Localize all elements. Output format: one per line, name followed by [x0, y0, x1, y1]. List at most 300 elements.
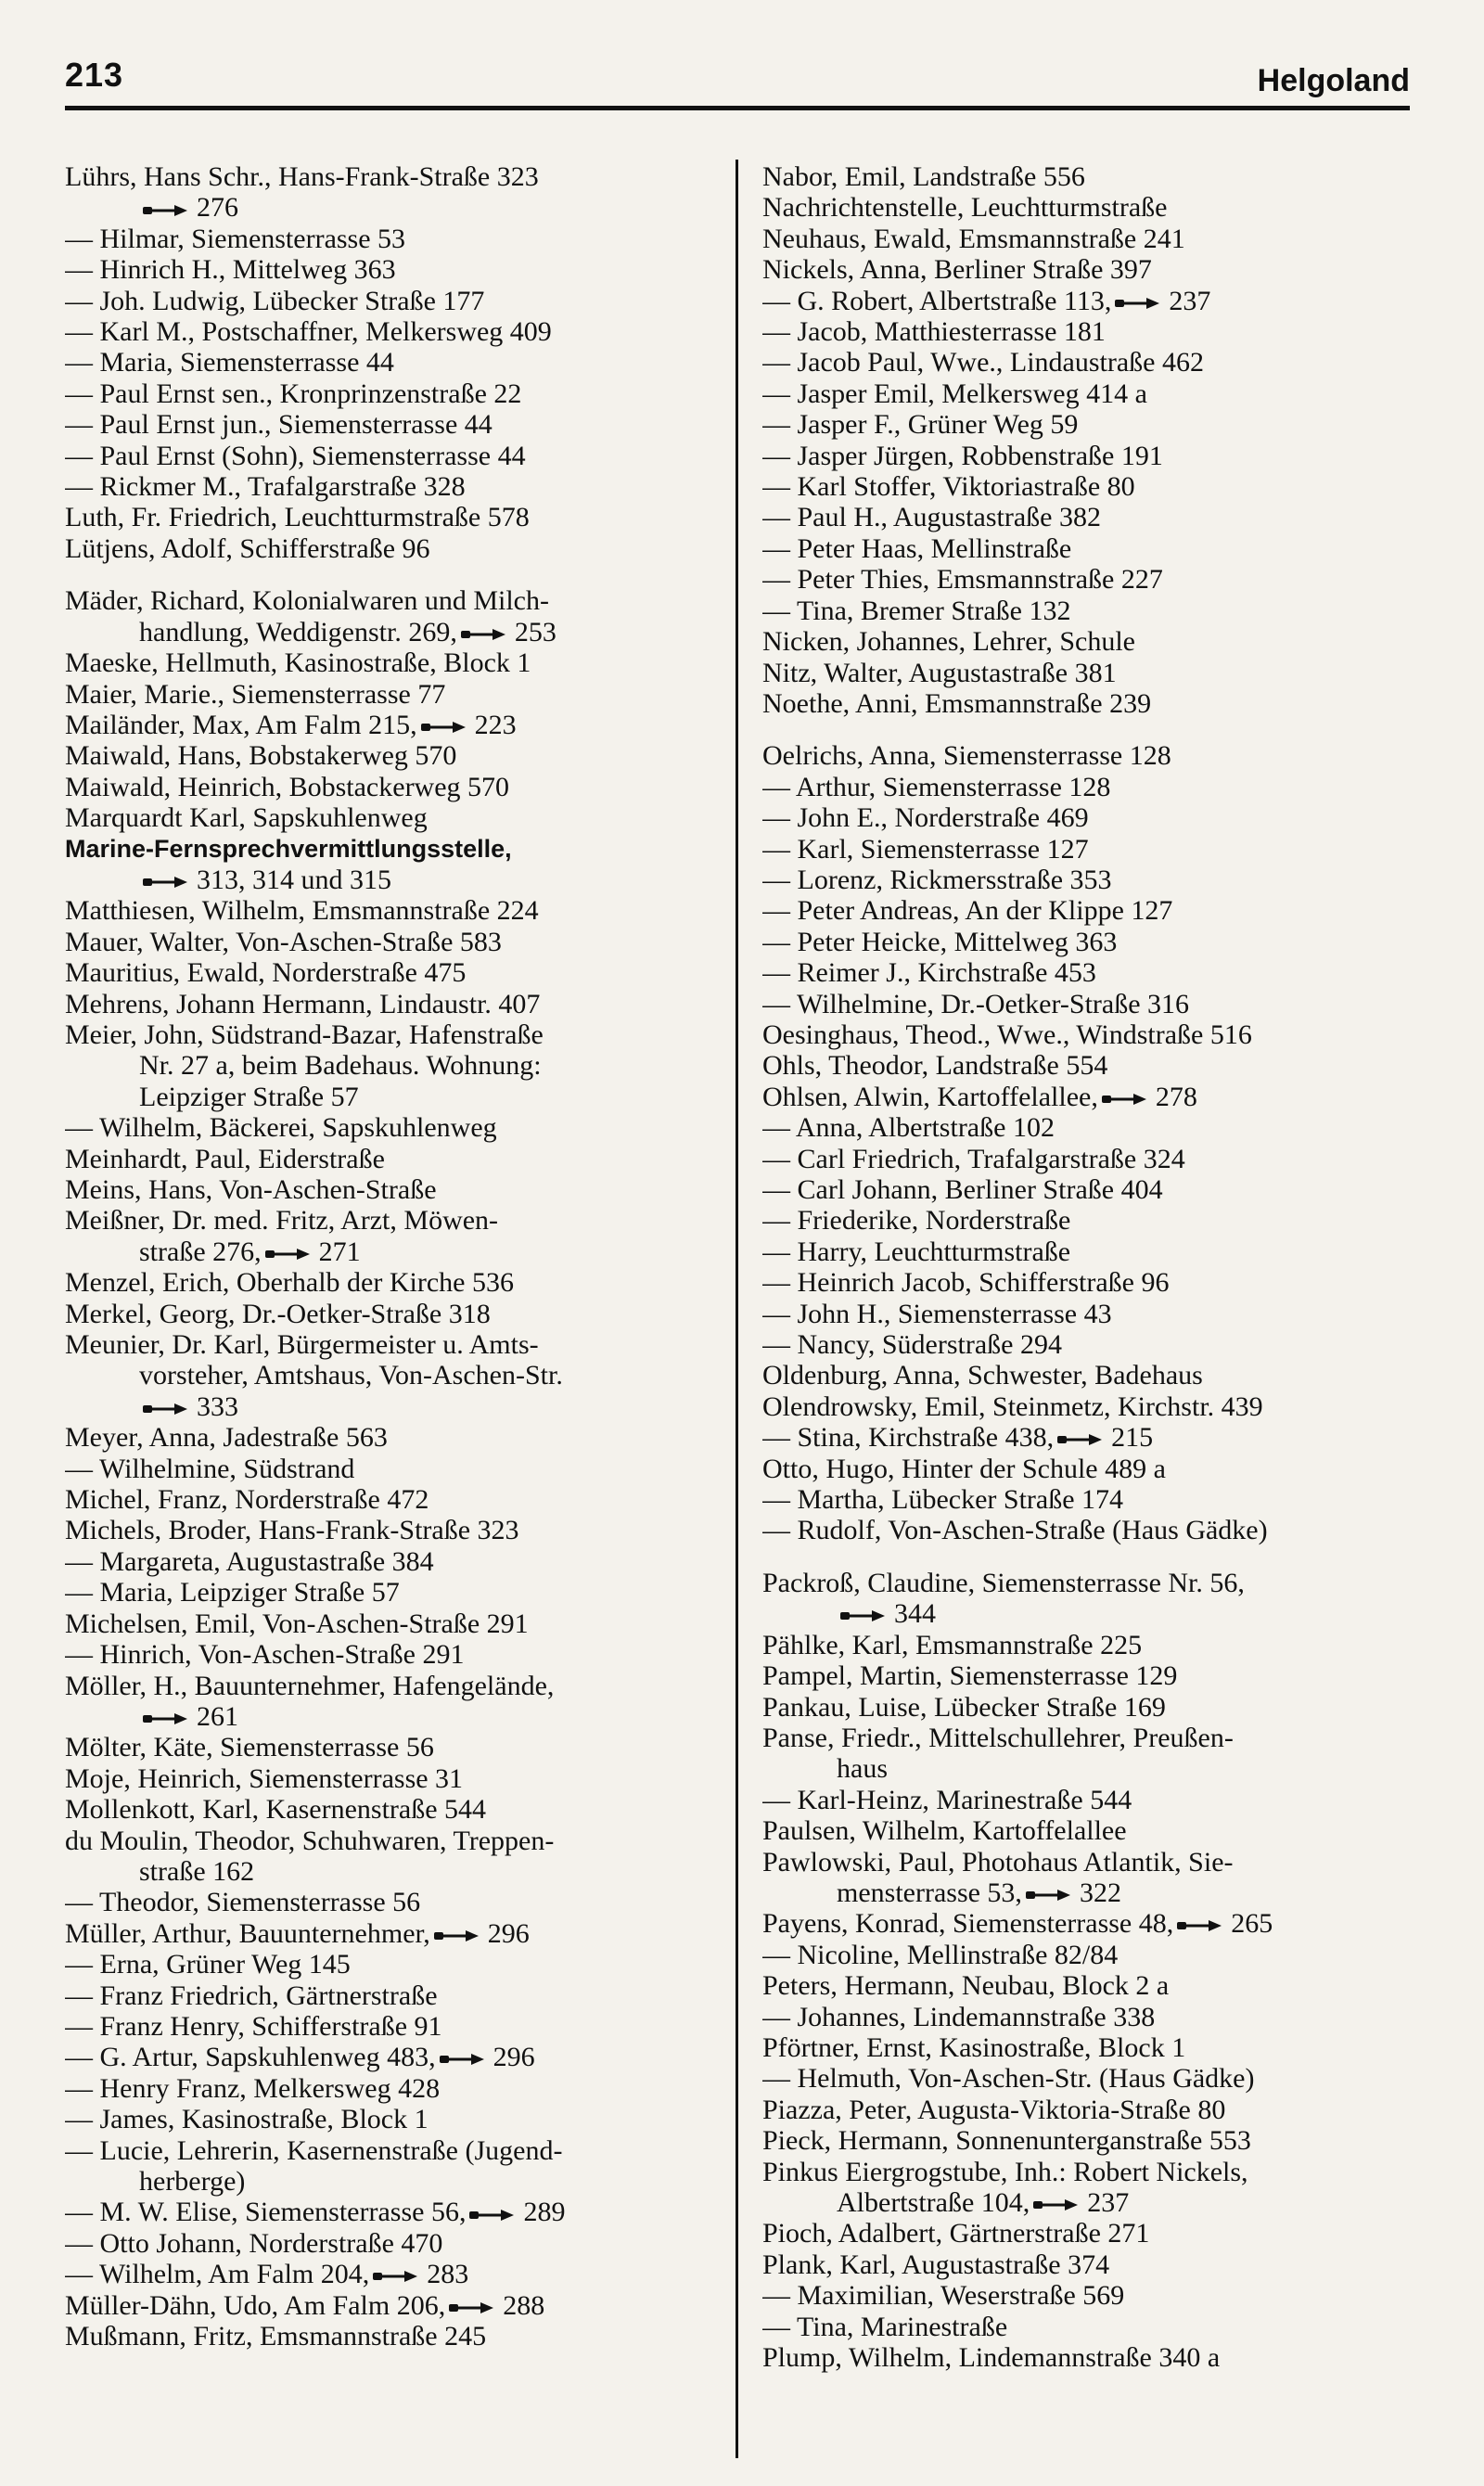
entry-text: — Harry, Leuchtturmstraße	[762, 1236, 1071, 1267]
entry-text: — Nicoline, Mellinstraße 82/84	[762, 1939, 1119, 1970]
telephone-symbol-icon	[1057, 1432, 1104, 1447]
directory-entry	[65, 1577, 719, 1608]
entry-continuation	[65, 2166, 719, 2197]
entry-text: — Maria, Leipziger Straße 57	[65, 1577, 400, 1608]
directory-entry	[762, 1391, 1415, 1422]
entry-text: — G. Robert, Albertstraße 113,	[762, 285, 1112, 316]
telephone-symbol-icon	[143, 1402, 189, 1416]
entry-text: Neuhaus, Ewald, Emsmannstraße 241	[762, 223, 1185, 254]
entry-text: Nr. 27 a, beim Badehaus. Wohnung:	[139, 1050, 542, 1082]
directory-entry	[65, 1267, 719, 1298]
directory-entry	[762, 596, 1415, 626]
directory-entry	[65, 2259, 719, 2289]
entry-text: Ohls, Theodor, Landstraße 554	[762, 1050, 1108, 1082]
directory-entry	[65, 1732, 719, 1762]
entry-text: — Carl Johann, Berliner Straße 404	[762, 1174, 1163, 1205]
directory-entry	[762, 1019, 1415, 1050]
directory-entry	[762, 1360, 1415, 1390]
entry-text: — Reimer J., Kirchstraße 453	[762, 957, 1096, 989]
entry-text: Marine-Fernsprechvermittlungsstelle,	[65, 834, 512, 863]
entry-text: — Tina, Marinestraße	[762, 2311, 1008, 2342]
phone-number: 278	[1155, 1081, 1197, 1112]
entry-text: Pförtner, Ernst, Kasinostraße, Block 1	[762, 2031, 1186, 2063]
entry-text: Müller, Arthur, Bauunternehmer,	[65, 1917, 430, 1949]
phone-number: 253	[514, 616, 556, 647]
directory-entry	[65, 1144, 719, 1174]
entry-text: Michel, Franz, Norderstraße 472	[65, 1484, 429, 1516]
telephone-symbol-icon	[143, 875, 189, 890]
telephone-symbol-icon	[449, 2300, 495, 2315]
phone-number: 289	[523, 2197, 566, 2228]
entry-text: — Jacob Paul, Wwe., Lindaustraße 462	[762, 347, 1205, 378]
entry-text: Pinkus Eiergrogstube, Inh.: Robert Nickels,	[762, 2156, 1248, 2187]
directory-entry	[762, 626, 1415, 657]
directory-entry	[762, 1237, 1415, 1267]
entry-text: Pawlowski, Paul, Photohaus Atlantik, Sie-	[762, 1846, 1234, 1877]
entry-continuation	[762, 1753, 1415, 1784]
directory-entry	[65, 710, 719, 740]
entry-text: — Karl Stoffer, Viktoriastraße 80	[762, 471, 1135, 503]
running-head: Helgoland	[1257, 63, 1410, 98]
directory-entry	[762, 1299, 1415, 1329]
telephone-symbol-icon	[1026, 1888, 1072, 1903]
phone-number: 261	[197, 1700, 238, 1732]
entry-text: Olendrowsky, Emil, Steinmetz, Kirchstr. 439	[762, 1390, 1263, 1422]
directory-entry	[65, 1949, 719, 1980]
directory-entry	[65, 895, 719, 926]
entry-text: Maiwald, Heinrich, Bobstackerweg 570	[65, 771, 510, 802]
directory-entry	[65, 1887, 719, 1917]
directory-entry	[762, 1660, 1415, 1691]
directory-entry	[762, 1970, 1415, 2001]
directory-entry	[65, 2228, 719, 2259]
directory-entry	[762, 1847, 1415, 1877]
entry-text: — Lucie, Lehrerin, Kasernenstraße (Jugend-	[65, 2134, 563, 2166]
directory-entry	[762, 1454, 1415, 1484]
entry-text: — Helmuth, Von-Aschen-Str. (Haus Gädke)	[762, 2063, 1255, 2095]
entry-text: — Heinrich Jacob, Schifferstraße 96	[762, 1267, 1170, 1299]
directory-entry	[762, 471, 1415, 502]
directory-entry	[762, 2218, 1415, 2249]
entry-text: — Peter Thies, Emsmannstraße 227	[762, 564, 1163, 596]
entry-text: — Jasper F., Grüner Weg 59	[762, 409, 1079, 441]
directory-entry	[762, 224, 1415, 254]
entry-text: — Carl Friedrich, Trafalgarstraße 324	[762, 1143, 1185, 1174]
directory-entry	[762, 834, 1415, 865]
entry-text: straße 162	[139, 1855, 255, 1887]
phone-number: 271	[318, 1236, 361, 1267]
directory-entry	[65, 647, 719, 678]
directory-entry	[65, 1112, 719, 1143]
directory-entry	[65, 1329, 719, 1360]
entry-text: Packroß, Claudine, Siemensterrasse Nr. 56,	[762, 1567, 1245, 1598]
entry-text: — Jacob, Matthiesterrasse 181	[762, 316, 1106, 348]
entry-text: — Paul Ernst sen., Kronprinzenstraße 22	[65, 378, 522, 409]
entry-text: — Peter Heicke, Mittelweg 363	[762, 926, 1118, 957]
telephone-symbol-icon	[265, 1247, 312, 1262]
directory-entry	[762, 564, 1415, 595]
directory-column-right	[762, 161, 1415, 2480]
entry-text: Noethe, Anni, Emsmannstraße 239	[762, 687, 1152, 719]
directory-entry	[762, 1815, 1415, 1846]
entry-text: Mehrens, Johann Hermann, Lindaustr. 407	[65, 988, 541, 1019]
telephone-symbol-icon	[440, 2052, 486, 2067]
entry-continuation	[65, 1391, 719, 1422]
directory-entry	[65, 2104, 719, 2134]
directory-entry	[762, 192, 1415, 223]
directory-entry	[762, 316, 1415, 347]
directory-entry	[762, 2002, 1415, 2032]
entry-text: — Wilhelmine, Südstrand	[65, 1453, 355, 1484]
directory-entry	[762, 2032, 1415, 2063]
entry-text: Mailänder, Max, Am Falm 215,	[65, 709, 417, 740]
entry-text: mensterrasse 53,	[837, 1877, 1022, 1908]
entry-text: Maier, Marie., Siemensterrasse 77	[65, 678, 446, 710]
directory-entry	[65, 409, 719, 440]
entry-text: Maeske, Hellmuth, Kasinostraße, Block 1	[65, 647, 531, 679]
directory-entry	[762, 533, 1415, 564]
directory-entry	[65, 679, 719, 710]
directory-entry	[762, 1422, 1415, 1453]
entry-text: — Theodor, Siemensterrasse 56	[65, 1887, 421, 1918]
entry-text: — Peter Haas, Mellinstraße	[762, 532, 1072, 564]
entry-text: — Karl-Heinz, Marinestraße 544	[762, 1784, 1132, 1815]
directory-entry	[762, 1630, 1415, 1660]
directory-entry	[65, 927, 719, 957]
entries-left	[65, 161, 719, 2351]
entry-text: Plank, Karl, Augustastraße 374	[762, 2249, 1110, 2280]
phone-number: 288	[503, 2289, 545, 2321]
directory-entry	[65, 224, 719, 254]
entry-text: Möller, H., Bauunternehmer, Hafengelände,	[65, 1670, 555, 1701]
entry-text: Otto, Hugo, Hinter der Schule 489 a	[762, 1453, 1166, 1484]
entry-text: Nachrichtenstelle, Leuchtturmstraße	[762, 192, 1168, 224]
entry-continuation	[65, 865, 719, 895]
entry-text: Piazza, Peter, Augusta-Viktoria-Straße 80	[762, 2094, 1226, 2125]
entry-text: Nitz, Walter, Augustastraße 381	[762, 657, 1117, 688]
directory-entry	[65, 316, 719, 347]
phone-number: 237	[1169, 285, 1211, 316]
phone-number: 237	[1087, 2187, 1130, 2218]
directory-entry	[762, 2095, 1415, 2125]
entry-text: — Friederike, Norderstraße	[762, 1205, 1071, 1237]
entry-text: Nickels, Anna, Berliner Straße 397	[762, 254, 1152, 286]
directory-entry	[65, 1763, 719, 1794]
entry-text: Pioch, Adalbert, Gärtnerstraße 271	[762, 2218, 1150, 2249]
entry-text: straße 276,	[139, 1236, 262, 1267]
entry-continuation	[65, 1701, 719, 1732]
entry-text: Meins, Hans, Von-Aschen-Straße	[65, 1174, 437, 1205]
entry-continuation	[65, 1050, 719, 1081]
entry-text: Mauritius, Ewald, Norderstraße 475	[65, 957, 467, 989]
entry-text: Ohlsen, Alwin, Kartoffelallee,	[762, 1081, 1098, 1112]
entry-text: Oldenburg, Anna, Schwester, Badehaus	[762, 1360, 1203, 1391]
directory-entry	[762, 1785, 1415, 1815]
directory-entry	[762, 1329, 1415, 1360]
entry-continuation	[65, 617, 719, 647]
entry-text: — Margareta, Augustastraße 384	[65, 1545, 434, 1577]
entry-text: — Otto Johann, Norderstraße 470	[65, 2227, 443, 2259]
entry-text: Michels, Broder, Hans-Frank-Straße 323	[65, 1515, 519, 1546]
entry-text: Pankau, Luise, Lübecker Straße 169	[762, 1691, 1166, 1723]
entry-text: — Peter Andreas, An der Klippe 127	[762, 895, 1173, 927]
directory-entry	[762, 740, 1415, 771]
page-number: 213	[65, 56, 124, 94]
phone-number: 333	[197, 1390, 238, 1422]
directory-entry	[65, 533, 719, 564]
entry-text: Pählke, Karl, Emsmannstraße 225	[762, 1629, 1143, 1660]
telephone-symbol-icon	[143, 203, 189, 218]
entry-text: — Wilhelm, Bäckerei, Sapskuhlenweg	[65, 1112, 497, 1144]
header-rule	[65, 106, 1410, 110]
entry-text: Payens, Konrad, Siemensterrasse 48,	[762, 1908, 1174, 1940]
phone-number: 215	[1111, 1422, 1154, 1454]
directory-entry	[65, 834, 719, 865]
directory-entry	[65, 161, 719, 192]
entry-text: Maiwald, Hans, Bobstakerweg 570	[65, 740, 457, 772]
entry-text: Meißner, Dr. med. Fritz, Arzt, Möwen-	[65, 1205, 499, 1237]
directory-entry	[65, 1794, 719, 1825]
directory-entry	[762, 1082, 1415, 1112]
directory-entry	[762, 865, 1415, 895]
entry-continuation	[762, 2187, 1415, 2218]
entry-text: — Henry Franz, Melkersweg 428	[65, 2072, 441, 2104]
directory-entry	[762, 927, 1415, 957]
directory-entry	[762, 409, 1415, 440]
directory-entry	[65, 1515, 719, 1545]
directory-entry	[762, 989, 1415, 1019]
directory-entry	[762, 502, 1415, 532]
entry-text: — John E., Norderstraße 469	[762, 802, 1089, 834]
entry-text: Lührs, Hans Schr., Hans-Frank-Straße 323	[65, 161, 539, 192]
directory-entry	[762, 2125, 1415, 2156]
directory-entry	[762, 2280, 1415, 2311]
entry-text: — M. W. Elise, Siemensterrasse 56,	[65, 2197, 467, 2228]
entry-text: Meier, John, Südstrand-Bazar, Hafenstraße	[65, 1019, 544, 1050]
entry-continuation	[65, 1856, 719, 1887]
entry-text: — Karl M., Postschaffner, Melkersweg 409	[65, 316, 552, 348]
directory-entry	[762, 2063, 1415, 2094]
entry-text: — Hilmar, Siemensterrasse 53	[65, 223, 406, 254]
directory-entry	[65, 772, 719, 802]
phone-number: 265	[1231, 1908, 1273, 1940]
entry-text: — Johannes, Lindemannstraße 338	[762, 2001, 1156, 2032]
entry-text: — Wilhelmine, Dr.-Oetker-Straße 316	[762, 988, 1190, 1019]
entry-text: — Stina, Kirchstraße 438,	[762, 1422, 1055, 1454]
directory-entry	[762, 1940, 1415, 1970]
entry-text: Nicken, Johannes, Lehrer, Schule	[762, 626, 1135, 658]
directory-entry	[65, 2290, 719, 2321]
entry-text: Lütjens, Adolf, Schifferstraße 96	[65, 532, 430, 564]
directory-entry	[762, 1050, 1415, 1081]
entry-text: Meunier, Dr. Karl, Bürgermeister u. Amts-	[65, 1329, 539, 1361]
directory-entry	[65, 1174, 719, 1205]
directory-entry	[65, 740, 719, 771]
entry-text: Nabor, Emil, Landstraße 556	[762, 161, 1085, 192]
entry-text: — Paul Ernst jun., Siemensterrasse 44	[65, 409, 493, 441]
entry-text: Matthiesen, Wilhelm, Emsmannstraße 224	[65, 895, 539, 927]
entry-text: Oesinghaus, Theod., Wwe., Windstraße 516	[762, 1019, 1252, 1050]
directory-entry	[762, 688, 1415, 719]
entry-text: — Maria, Siemensterrasse 44	[65, 347, 394, 378]
entry-text: — John H., Siemensterrasse 43	[762, 1298, 1112, 1329]
entry-text: Peters, Hermann, Neubau, Block 2 a	[762, 1970, 1170, 2002]
directory-entry	[762, 1174, 1415, 1205]
directory-entry	[762, 254, 1415, 285]
phone-number: 313, 314 und 315	[197, 864, 391, 895]
directory-entry	[762, 1692, 1415, 1723]
directory-column-left	[65, 161, 719, 2480]
directory-entry	[762, 441, 1415, 471]
entry-text: — Arthur, Siemensterrasse 128	[762, 771, 1111, 802]
directory-entry	[762, 1568, 1415, 1598]
entry-text: Marquardt Karl, Sapskuhlenweg	[65, 802, 428, 834]
telephone-symbol-icon	[469, 2208, 516, 2223]
entry-text: — Franz Henry, Schifferstraße 91	[65, 2010, 442, 2042]
entry-continuation	[65, 1082, 719, 1112]
directory-entry	[65, 441, 719, 471]
telephone-symbol-icon	[434, 1929, 480, 1943]
directory-entry	[762, 2249, 1415, 2280]
entry-text: vorsteher, Amtshaus, Von-Aschen-Str.	[139, 1360, 563, 1391]
entry-text: — Anna, Albertstraße 102	[762, 1112, 1055, 1144]
directory-entry	[65, 957, 719, 988]
directory-entry	[762, 658, 1415, 688]
telephone-symbol-icon	[461, 627, 507, 642]
entry-text: Mauer, Walter, Von-Aschen-Straße 583	[65, 926, 502, 957]
directory-entry	[762, 1112, 1415, 1143]
directory-entry	[762, 1205, 1415, 1236]
entry-text: — Erna, Grüner Weg 145	[65, 1949, 351, 1980]
entry-continuation	[65, 1360, 719, 1390]
directory-entry	[65, 1019, 719, 1050]
page-header	[65, 48, 1410, 113]
entry-text: herberge)	[139, 2166, 246, 2197]
directory-entry	[762, 1144, 1415, 1174]
entry-text: Luth, Fr. Friedrich, Leuchtturmstraße 578	[65, 502, 530, 533]
directory-entry	[65, 502, 719, 532]
entry-text: — Hinrich, Von-Aschen-Straße 291	[65, 1639, 465, 1671]
directory-entry	[762, 1908, 1415, 1939]
directory-entry	[65, 1546, 719, 1577]
directory-entry	[762, 1515, 1415, 1545]
telephone-symbol-icon	[1115, 296, 1161, 311]
entry-text: Oelrichs, Anna, Siemensterrasse 128	[762, 740, 1171, 772]
entry-continuation	[65, 1237, 719, 1267]
directory-entry	[762, 1723, 1415, 1753]
directory-entry	[65, 254, 719, 285]
directory-entry	[65, 2197, 719, 2227]
directory-entry	[762, 957, 1415, 988]
entry-text: Paulsen, Wilhelm, Kartoffelallee	[762, 1815, 1127, 1847]
directory-entry	[65, 2011, 719, 2042]
directory-entry	[65, 1422, 719, 1453]
phone-number: 296	[493, 2042, 535, 2073]
directory-entry	[762, 895, 1415, 926]
directory-entry	[65, 585, 719, 616]
phone-number: 296	[487, 1917, 530, 1949]
entry-text: — Maximilian, Weserstraße 569	[762, 2280, 1125, 2312]
entry-text: Meyer, Anna, Jadestraße 563	[65, 1422, 388, 1454]
directory-entry	[65, 1299, 719, 1329]
telephone-symbol-icon	[840, 1608, 887, 1623]
entry-text: — Nancy, Süderstraße 294	[762, 1329, 1062, 1361]
directory-entry	[762, 1267, 1415, 1298]
directory-entry	[762, 772, 1415, 802]
entry-text: Mollenkott, Karl, Kasernenstraße 544	[65, 1794, 487, 1826]
entry-text: Merkel, Georg, Dr.-Oetker-Straße 318	[65, 1298, 491, 1329]
telephone-symbol-icon	[421, 720, 467, 735]
phone-number: 283	[427, 2259, 469, 2290]
directory-entry	[65, 471, 719, 502]
directory-entry	[762, 2312, 1415, 2342]
entry-text: — Hinrich H., Mittelweg 363	[65, 254, 396, 286]
entry-text: — Wilhelm, Am Falm 204,	[65, 2259, 370, 2290]
entry-text: Panse, Friedr., Mittelschullehrer, Preußen-	[762, 1722, 1234, 1753]
entry-text: — Lorenz, Rickmersstraße 353	[762, 864, 1112, 895]
directory-entry	[762, 2157, 1415, 2187]
entry-text: — Martha, Lübecker Straße 174	[762, 1484, 1124, 1516]
directory-entry	[65, 1826, 719, 1856]
entry-continuation	[762, 1598, 1415, 1629]
telephone-symbol-icon	[143, 1711, 189, 1726]
directory-entry	[65, 1671, 719, 1701]
entry-text: — Jasper Jürgen, Robbenstraße 191	[762, 440, 1163, 471]
telephone-symbol-icon	[1033, 2198, 1080, 2212]
entry-text: Menzel, Erich, Oberhalb der Kirche 536	[65, 1267, 514, 1299]
entry-text: handlung, Weddigenstr. 269,	[139, 616, 457, 647]
entry-text: Plump, Wilhelm, Lindemannstraße 340 a	[762, 2342, 1221, 2374]
directory-entry	[65, 1980, 719, 2011]
entry-continuation	[762, 1877, 1415, 1908]
entry-text: Pieck, Hermann, Sonnenunterganstraße 553	[762, 2125, 1251, 2157]
entry-text: Mölter, Käte, Siemensterrasse 56	[65, 1732, 434, 1763]
directory-entry	[65, 1918, 719, 1949]
phone-number: 344	[894, 1598, 936, 1630]
entry-text: — G. Artur, Sapskuhlenweg 483,	[65, 2042, 436, 2073]
directory-entry	[65, 2321, 719, 2351]
directory-entry	[762, 1484, 1415, 1515]
entry-text: Moje, Heinrich, Siemensterrasse 31	[65, 1762, 464, 1794]
entry-text: du Moulin, Theodor, Schuhwaren, Treppen-	[65, 1825, 555, 1856]
directory-entry	[762, 347, 1415, 378]
entry-text: Pampel, Martin, Siemensterrasse 129	[762, 1660, 1178, 1692]
entry-text: — Paul H., Augustastraße 382	[762, 502, 1101, 533]
directory-entry	[65, 1454, 719, 1484]
directory-entry	[65, 1205, 719, 1236]
entry-text: — Karl, Siemensterrasse 127	[762, 833, 1089, 865]
directory-entry	[65, 989, 719, 1019]
entry-text: — Rudolf, Von-Aschen-Straße (Haus Gädke)	[762, 1515, 1268, 1546]
directory-entry	[65, 347, 719, 378]
directory-entry	[762, 802, 1415, 833]
phone-number: 276	[197, 192, 238, 224]
entry-text: — Joh. Ludwig, Lübecker Straße 177	[65, 285, 485, 316]
phone-number: 223	[474, 709, 517, 740]
directory-entry	[65, 1639, 719, 1670]
entry-text: — Tina, Bremer Straße 132	[762, 595, 1071, 626]
entry-text: Michelsen, Emil, Von-Aschen-Straße 291	[65, 1608, 529, 1639]
directory-entry	[65, 286, 719, 316]
entry-continuation	[65, 192, 719, 223]
entries-right	[762, 161, 1415, 2373]
entry-text: Meinhardt, Paul, Eiderstraße	[65, 1143, 385, 1174]
entry-text: Müller-Dähn, Udo, Am Falm 206,	[65, 2289, 446, 2321]
entry-text: — James, Kasinostraße, Block 1	[65, 2104, 429, 2135]
entry-text: haus	[837, 1753, 888, 1785]
entry-text: — Paul Ernst (Sohn), Siemensterrasse 44	[65, 440, 526, 471]
directory-entry	[65, 2042, 719, 2072]
